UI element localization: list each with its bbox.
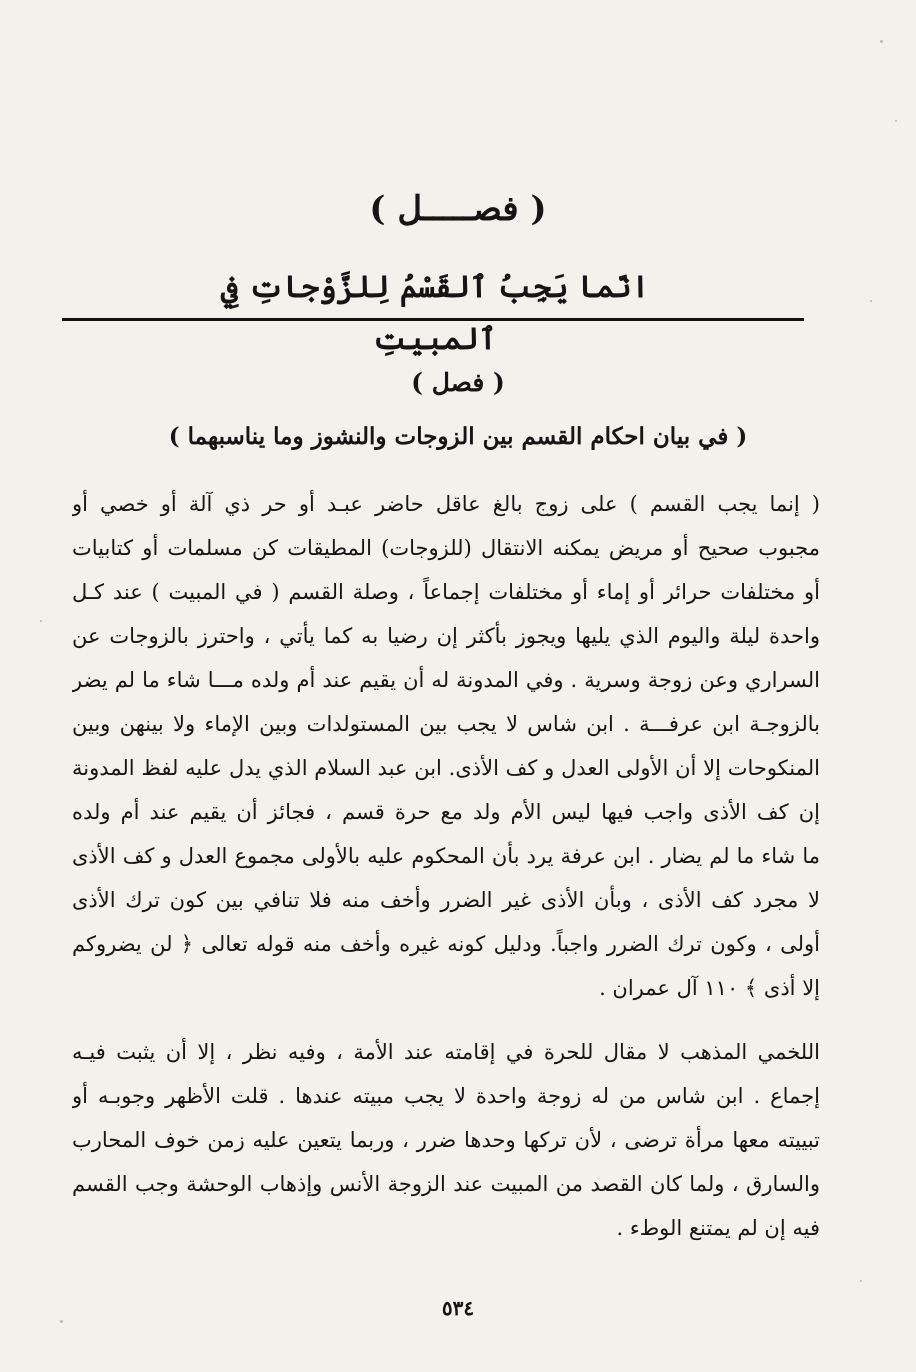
text-line: اللخمي المذهب لا مقال للحرة في إقامته عند الأمة ، وفيه نظر ، إلا أن يثبت فيـه bbox=[72, 1040, 820, 1064]
divider-rule bbox=[62, 318, 804, 321]
scan-speck bbox=[860, 1280, 862, 1282]
scan-speck bbox=[40, 620, 42, 622]
text-line: بالزوجـة ابن عرفـــة . ابن شاس لا يجب بين المستولدات وبين الإماء ولا بينهن وبين bbox=[72, 712, 820, 736]
text-line: واحدة ليلة واليوم الذي يليها ويجوز بأكثر إن رضيا به كما يأتي ، واحترز بالزوجات عن bbox=[72, 624, 820, 648]
chapter-heading: ( فصل ) bbox=[411, 368, 505, 397]
scan-speck bbox=[880, 40, 883, 43]
text-line: إجماع . ابن شاس من له زوجة واحدة لا يجب مبيته عندها . قلت الأظهر وجوبـه أو bbox=[72, 1084, 820, 1108]
text-line: لا مجرد كف الأذى ، وبأن الأذى غير الضرر وأخف منه فلا تنافي بين كون ترك الأذى bbox=[72, 888, 820, 912]
text-line: ( إنما يجب القسم ) على زوج بالغ عاقل حاضر عبـد أو حر ذي آلة أو خصي أو bbox=[72, 492, 820, 516]
text-line: والسارق ، ولما كان القصد من المبيت عند الزوجة الأنس وإذهاب الوحشة وجب القسم bbox=[72, 1172, 820, 1196]
section-heading: ( فصـــــل ) bbox=[369, 189, 547, 229]
text-line: تبييته معها مرأة ترضى ، لأن تركها وحدها ضرر ، وربما يتعين عليه زمن خوف المحارب bbox=[72, 1128, 820, 1152]
scan-speck bbox=[895, 120, 897, 122]
page-number: ٥٣٤ bbox=[441, 1296, 475, 1320]
text-line: السراري وعن زوجة وسرية . وفي المدونة له أن يقيم عند أم ولده مـــا شاء ما لم يضر bbox=[72, 668, 820, 692]
text-line: أولى ، وكون ترك الضرر واجباً. ودليل كونه غيره وأخف منه قوله تعالى ﴿ لن يضروكم bbox=[72, 932, 820, 956]
scan-speck bbox=[870, 300, 872, 302]
scan-speck bbox=[60, 1320, 63, 1323]
text-line: ما شاء ما لم يضار . ابن عرفة يرد بأن المحكوم عليه بالأولى مجموع العدل و كف الأذى bbox=[72, 844, 820, 868]
text-line: إن كف الأذى واجب فيها ليس الأم ولد مع حرة قسم ، فجائز أن يقيم عند أم ولده bbox=[72, 800, 820, 824]
chapter-subtitle: ( في بيان احكام القسم بين الزوجات والنشوز وما يناسبهما ) bbox=[168, 423, 748, 450]
text-line: مجبوب صحيح أو مريض يمكنه الانتقال (للزوجات) المطيقات كن مسلمات أو كتابيات bbox=[72, 536, 820, 560]
text-line: إلا أذى ﴾ ١١٠ آل عمران . bbox=[599, 976, 820, 1000]
text-line: أو مختلفات حرائر أو إماء أو مختلفات إجماعاً ، وصلة القسم ( في المبيت ) عند كـل bbox=[72, 580, 820, 604]
text-line: المنكوحات إلا أن الأولى العدل و كف الأذى. ابن عبد السلام الذي يدل عليه لفظ المدونة bbox=[72, 756, 820, 780]
section-subtitle: انّما يَجِبُ ٱلقَسْمُ لِلزَّوْجاتِ فِي ٱلمبيتِ bbox=[220, 270, 650, 357]
text-line: فيه إن لم يمتنع الوطء . bbox=[616, 1216, 820, 1240]
